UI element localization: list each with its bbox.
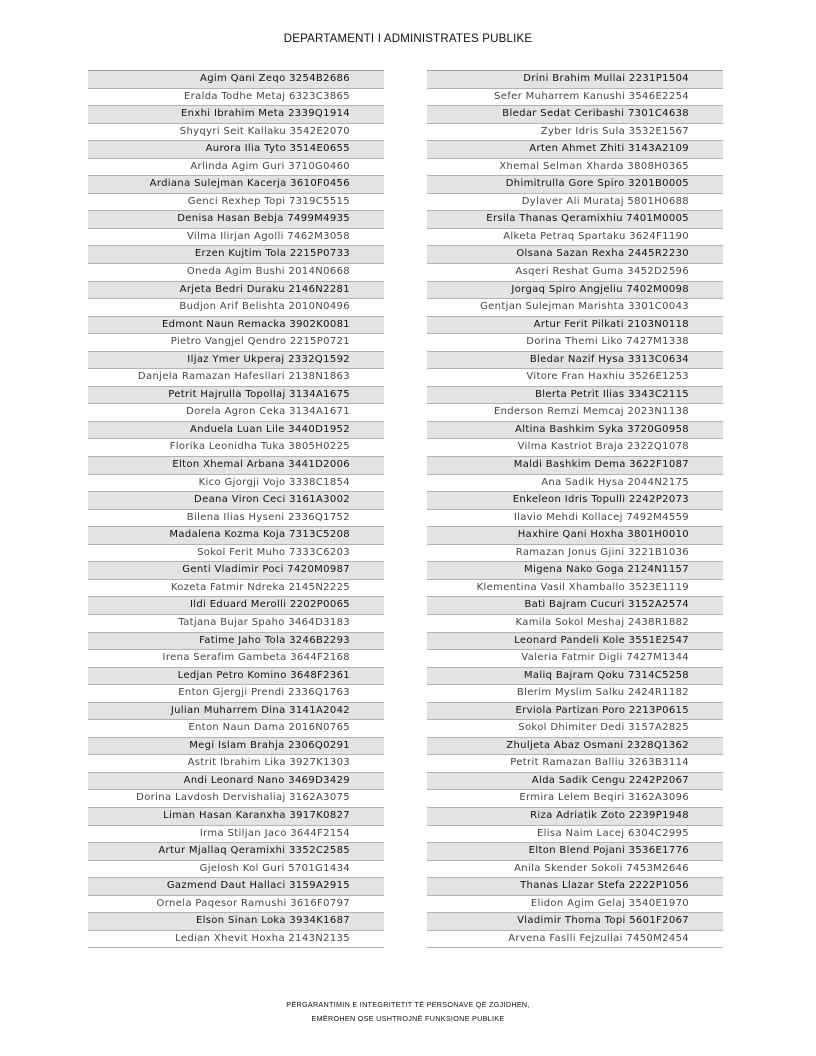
right-list-row: Jorgaq Spiro Angjeliu 7402M0098 <box>427 282 723 300</box>
right-list-row: Bati Bajram Cucuri 3152A2574 <box>427 597 723 615</box>
left-list-row: Edmont Naun Remacka 3902K0081 <box>88 317 384 335</box>
right-list-row: Bledar Nazif Hysa 3313C0634 <box>427 352 723 370</box>
left-list-row: Ledjan Petro Komino 3648F2361 <box>88 668 384 686</box>
left-list-row: Deana Viron Ceci 3161A3002 <box>88 492 384 510</box>
left-list-row: Ornela Paqesor Ramushi 3616F0797 <box>88 896 384 914</box>
left-list-row: Madalena Kozma Koja 7313C5208 <box>88 527 384 545</box>
right-list-row: Vladimir Thoma Topi 5601F2067 <box>427 913 723 931</box>
left-list-row: Bilena Ilias Hyseni 2336Q1752 <box>88 510 384 528</box>
left-list-row: Elton Xhemal Arbana 3441D2006 <box>88 457 384 475</box>
left-list-row: Danjela Ramazan Hafesllari 2138N1863 <box>88 369 384 387</box>
left-name-list <box>88 70 384 948</box>
right-list-row: Anila Skender Sokoli 7453M2646 <box>427 861 723 879</box>
left-list-row: Erzen Kujtim Tola 2215P0733 <box>88 246 384 264</box>
left-list-row: Oneda Agim Bushi 2014N0668 <box>88 264 384 282</box>
right-list-row: Alda Sadik Cengu 2242P2067 <box>427 773 723 791</box>
right-list-row: Maliq Bajram Qoku 7314C5258 <box>427 668 723 686</box>
left-list-row: Fatime Jaho Tola 3246B2293 <box>88 633 384 651</box>
right-list-row: Gentjan Sulejman Marishta 3301C0043 <box>427 299 723 317</box>
left-list-row: Gjelosh Kol Guri 5701G1434 <box>88 861 384 879</box>
left-list-row: Kozeta Fatmir Ndreka 2145N2225 <box>88 580 384 598</box>
left-list-row: Gazmend Daut Hallaci 3159A2915 <box>88 878 384 896</box>
right-list-row: Migena Nako Goga 2124N1157 <box>427 562 723 580</box>
footer-line-1: PËRGARANTIMIN E INTEGRITETIT TË PERSONAVE QË ZGJIDHEN, <box>286 1000 530 1009</box>
right-list-row: Olsana Sazan Rexha 2445R2230 <box>427 246 723 264</box>
left-list-row: Megi Islam Brahja 2306Q0291 <box>88 738 384 756</box>
right-list-row: Drini Brahim Mullai 2231P1504 <box>427 71 723 89</box>
right-list-row: Haxhire Qani Hoxha 3801H0010 <box>427 527 723 545</box>
left-list-row: Denisa Hasan Bebja 7499M4935 <box>88 211 384 229</box>
left-list-row: Agim Qani Zeqo 3254B2686 <box>88 71 384 89</box>
left-list-row: Enton Gjergji Prendi 2336Q1763 <box>88 685 384 703</box>
left-list-row: Elson Sinan Loka 3934K1687 <box>88 913 384 931</box>
right-list-row: Arvena Faslli Fejzullai 7450M2454 <box>427 931 723 949</box>
right-list-row: Ersila Thanas Qeramixhiu 7401M0005 <box>427 211 723 229</box>
right-list-row: Asqeri Reshat Guma 3452D2596 <box>427 264 723 282</box>
left-list-row: Kico Gjorgji Vojo 3338C1854 <box>88 475 384 493</box>
right-list-row: Erviola Partizan Poro 2213P0615 <box>427 703 723 721</box>
left-list-row: Enxhi Ibrahim Meta 2339Q1914 <box>88 106 384 124</box>
left-list-row: Petrit Hajrulla Topollaj 3134A1675 <box>88 387 384 405</box>
left-list-row: Dorela Agron Ceka 3134A1671 <box>88 404 384 422</box>
right-list-row: Arten Ahmet Zhiti 3143A2109 <box>427 141 723 159</box>
left-list-row: Sokol Ferit Muho 7333C6203 <box>88 545 384 563</box>
right-list-row: Alketa Petraq Spartaku 3624F1190 <box>427 229 723 247</box>
left-list-row: Irma Stiljan Jaco 3644F2154 <box>88 826 384 844</box>
right-list-row: Blerim Myslim Salku 2424R1182 <box>427 685 723 703</box>
right-list-row: Blerta Petrit Ilias 3343C2115 <box>427 387 723 405</box>
right-list-row: Valeria Fatmir Digli 7427M1344 <box>427 650 723 668</box>
right-list-row: Dylaver Ali Murataj 5801H0688 <box>427 194 723 212</box>
right-list-row: Elidon Agim Gelaj 3540E1970 <box>427 896 723 914</box>
left-list-row: Aurora Ilia Tyto 3514E0655 <box>88 141 384 159</box>
left-list-row: Eralda Todhe Metaj 6323C3865 <box>88 89 384 107</box>
right-list-row: Vitore Fran Haxhiu 3526E1253 <box>427 369 723 387</box>
footer-line-2: EMËROHEN OSE USHTROJNË FUNKSIONE PUBLIKE <box>311 1014 505 1023</box>
left-list-row: Ledian Xhevit Hoxha 2143N2135 <box>88 931 384 949</box>
left-list-row: Liman Hasan Karanxha 3917K0827 <box>88 808 384 826</box>
left-list-row: Julian Muharrem Dina 3141A2042 <box>88 703 384 721</box>
right-list-row: Xhemal Selman Xharda 3808H0365 <box>427 159 723 177</box>
left-list-row: Anduela Luan Lile 3440D1952 <box>88 422 384 440</box>
right-list-row: Ana Sadik Hysa 2044N2175 <box>427 475 723 493</box>
right-list-row: Zhuljeta Abaz Osmani 2328Q1362 <box>427 738 723 756</box>
left-list-row: Andi Leonard Nano 3469D3429 <box>88 773 384 791</box>
right-list-row: Altina Bashkim Syka 3720G0958 <box>427 422 723 440</box>
right-list-row: Maldi Bashkim Dema 3622F1087 <box>427 457 723 475</box>
right-list-row: Klementina Vasil Xhamballo 3523E1119 <box>427 580 723 598</box>
left-list-row: Dorina Lavdosh Dervishaliaj 3162A3075 <box>88 790 384 808</box>
right-list-row: Zyber Idris Sula 3532E1567 <box>427 124 723 142</box>
page-title: DEPARTAMENTI I ADMINISTRATES PUBLIKE <box>283 33 533 45</box>
left-list-row: Astrit Ibrahim Lika 3927K1303 <box>88 755 384 773</box>
right-list-row: Vilma Kastriot Braja 2322Q1078 <box>427 439 723 457</box>
right-list-row: Kamila Sokol Meshaj 2438R1882 <box>427 615 723 633</box>
right-list-row: Ermira Lelem Beqiri 3162A3096 <box>427 790 723 808</box>
right-list-row: Petrit Ramazan Balliu 3263B3114 <box>427 755 723 773</box>
right-list-row: Enkeleon Idris Topulli 2242P2073 <box>427 492 723 510</box>
left-list-row: Vilma Ilirjan Agolli 7462M3058 <box>88 229 384 247</box>
right-list-row: Riza Adriatik Zoto 2239P1948 <box>427 808 723 826</box>
right-list-row: Sefer Muharrem Kanushi 3546E2254 <box>427 89 723 107</box>
right-list-row: Ramazan Jonus Gjini 3221B1036 <box>427 545 723 563</box>
left-list-row: Irena Serafim Gambeta 3644F2168 <box>88 650 384 668</box>
left-list-row: Arlinda Agim Guri 3710G0460 <box>88 159 384 177</box>
left-list-row: Genti Vladimir Poci 7420M0987 <box>88 562 384 580</box>
right-list-row: Ilavio Mehdi Kollacej 7492M4559 <box>427 510 723 528</box>
left-list-row: Genci Rexhep Topi 7319C5515 <box>88 194 384 212</box>
right-list-row: Bledar Sedat Ceribashi 7301C4638 <box>427 106 723 124</box>
left-list-row: Budjon Arif Belishta 2010N0496 <box>88 299 384 317</box>
left-list-row: Shyqyri Seit Kallaku 3542E2070 <box>88 124 384 142</box>
right-list-row: Dorina Themi Liko 7427M1338 <box>427 334 723 352</box>
left-list-row: Enton Naun Dama 2016N0765 <box>88 720 384 738</box>
left-list-row: Tatjana Bujar Spaho 3464D3183 <box>88 615 384 633</box>
right-list-row: Thanas Llazar Stefa 2222P1056 <box>427 878 723 896</box>
left-list-row: Florika Leonidha Tuka 3805H0225 <box>88 439 384 457</box>
right-list-row: Elisa Naim Lacej 6304C2995 <box>427 826 723 844</box>
left-list-row: Ildi Eduard Merolli 2202P0065 <box>88 597 384 615</box>
right-list-row: Artur Ferit Pilkati 2103N0118 <box>427 317 723 335</box>
right-list-row: Dhimitrulla Gore Spiro 3201B0005 <box>427 176 723 194</box>
right-list-row: Elton Blend Pojani 3536E1776 <box>427 843 723 861</box>
left-list-row: Pietro Vangjel Qendro 2215P0721 <box>88 334 384 352</box>
right-list-row: Leonard Pandeli Kole 3551E2547 <box>427 633 723 651</box>
left-list-row: Ardiana Sulejman Kacerja 3610F0456 <box>88 176 384 194</box>
right-list-row: Enderson Remzi Memcaj 2023N1138 <box>427 404 723 422</box>
right-name-list <box>427 70 723 948</box>
left-list-row: Iljaz Ymer Ukperaj 2332Q1592 <box>88 352 384 370</box>
right-list-row: Sokol Dhimiter Dedi 3157A2825 <box>427 720 723 738</box>
left-list-row: Artur Mjallaq Qeramixhi 3352C2585 <box>88 843 384 861</box>
left-list-row: Arjeta Bedri Duraku 2146N2281 <box>88 282 384 300</box>
